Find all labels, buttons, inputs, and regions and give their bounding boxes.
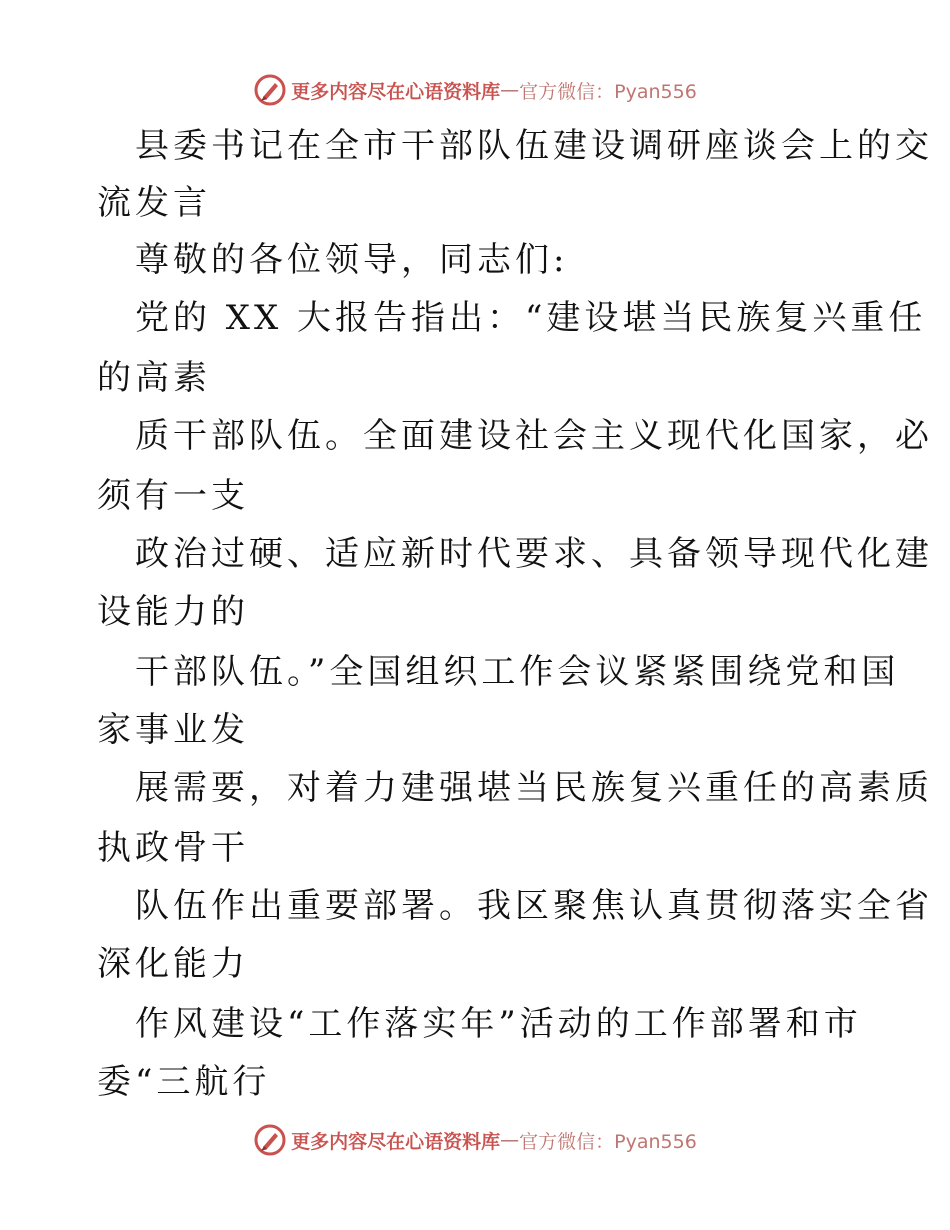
doc-line-8: 政治过硬、适应新时代要求、具备领导现代化建: [135, 534, 933, 574]
header-watermark: [0, 70, 950, 110]
doc-line-15: 深化能力: [97, 944, 249, 984]
pen-circle-logo-icon: [253, 1123, 287, 1157]
footer-contact-text: 官方微信：Pyan556: [519, 1130, 697, 1153]
footer-watermark: [0, 1120, 950, 1160]
doc-line-10: 干部队伍。”全国组织工作会议紧紧围绕党和国: [135, 652, 900, 692]
header-separator: —: [500, 79, 520, 101]
doc-line-17: 委“三航行: [97, 1062, 271, 1102]
doc-line-14: 队伍作出重要部署。我区聚焦认真贯彻落实全省: [135, 886, 933, 926]
doc-line-6: 质干部队伍。全面建设社会主义现代化国家，必: [135, 416, 933, 456]
doc-line-12: 展需要，对着力建强堪当民族复兴重任的高素质: [135, 768, 933, 808]
doc-line-7: 须有一支: [97, 476, 249, 516]
doc-line-5: 的高素: [97, 358, 211, 398]
pen-circle-logo-icon: [253, 73, 287, 107]
doc-line-9: 设能力的: [97, 592, 249, 632]
footer-separator: —: [500, 1129, 520, 1151]
footer-brand-text: 更多内容尽在心语资料库: [291, 1130, 501, 1153]
header-brand-text: 更多内容尽在心语资料库: [291, 80, 501, 103]
header-contact-text: 官方微信：Pyan556: [519, 80, 697, 103]
doc-line-3: 尊敬的各位领导，同志们:: [135, 240, 569, 280]
doc-line-4: 党的 XX 大报告指出：“建设堪当民族复兴重任: [135, 298, 927, 338]
doc-line-11: 家事业发: [97, 710, 249, 750]
doc-line-16: 作风建设“工作落实年”活动的工作部署和市: [135, 1004, 862, 1044]
doc-line-13: 执政骨干: [97, 828, 249, 868]
doc-line-2: 流发言: [97, 183, 211, 223]
doc-line-1: 县委书记在全市干部队伍建设调研座谈会上的交: [135, 126, 933, 166]
